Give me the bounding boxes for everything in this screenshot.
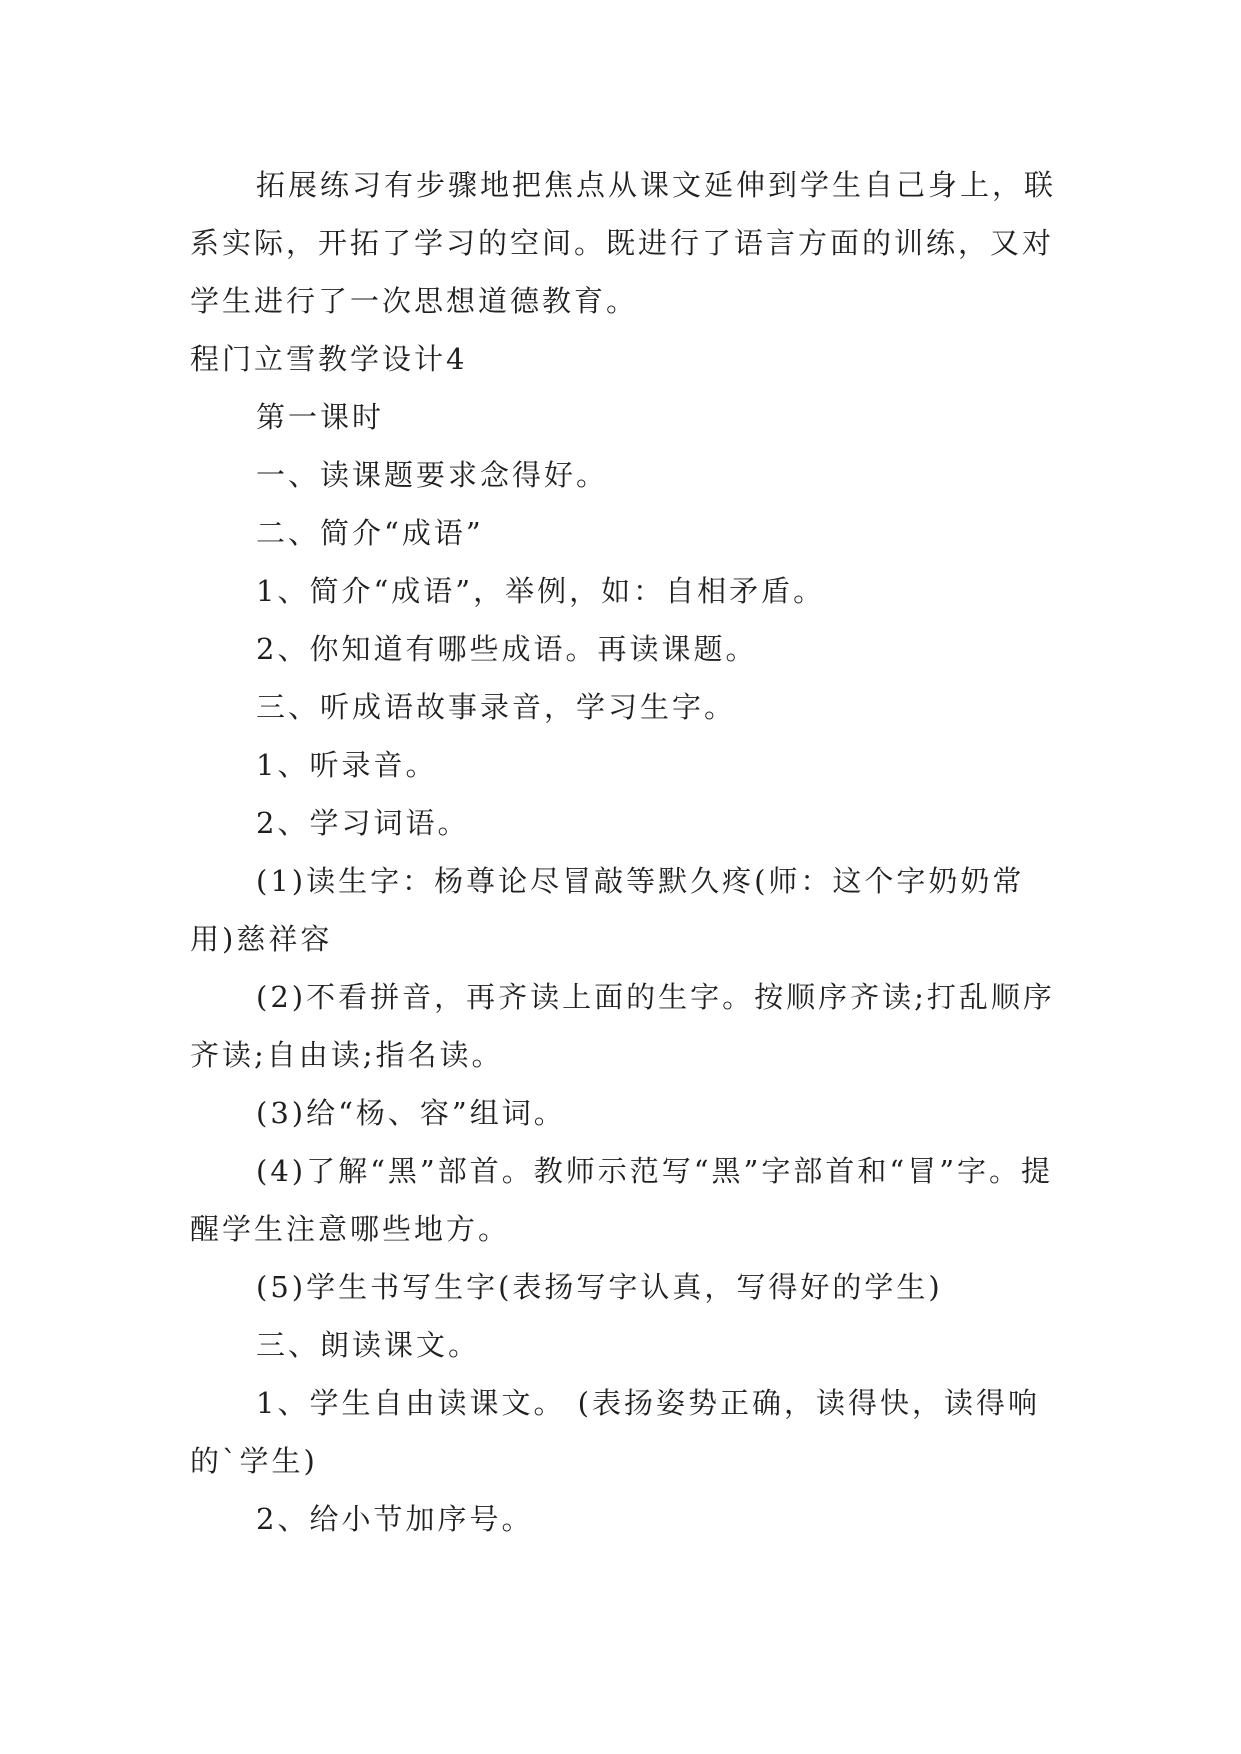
sub-item-2: (2)不看拼音，再齐读上面的生字。按顺序齐读;打乱顺序齐读;自由读;指名读。	[190, 980, 1055, 1072]
sub-item-5: (5)学生书写生字(表扬写字认真，写得好的学生)	[256, 1270, 943, 1304]
section-heading: 程门立雪教学设计4	[190, 342, 468, 376]
step-read-text: 三、朗读课文。	[256, 1328, 481, 1362]
step-two-item-2: 2、你知道有哪些成语。再读课题。	[256, 632, 758, 666]
step-three-item-2: 2、学习词语。	[256, 806, 470, 840]
step-three-item-1: 1、听录音。	[256, 748, 438, 782]
step-one: 一、读课题要求念得好。	[256, 458, 609, 492]
paragraph-summary: 拓展练习有步骤地把焦点从课文延伸到学生自己身上，联系实际，开拓了学习的空间。既进行了语言方面的训练，又对学生进行了一次思想道德教育。	[190, 168, 1057, 318]
sub-item-1: (1)读生字：杨尊论尽冒敲等默久疼(师：这个字奶奶常用)慈祥容	[190, 864, 1025, 956]
lesson-period: 第一课时	[256, 400, 385, 434]
step-three: 三、听成语故事录音，学习生字。	[256, 690, 737, 724]
read-text-item-2: 2、给小节加序号。	[256, 1502, 534, 1536]
document-body	[190, 156, 1070, 1548]
sub-item-4: (4)了解“黑”部首。教师示范写“黑”字部首和“冒”字。提醒学生注意哪些地方。	[190, 1154, 1054, 1246]
read-text-item-1: 1、学生自由读课文。 (表扬姿势正确，读得快，读得响的`学生)	[190, 1386, 1040, 1478]
step-two-item-1: 1、简介“成语”，举例，如：自相矛盾。	[256, 574, 826, 608]
step-two: 二、简介“成语”	[256, 516, 484, 550]
sub-item-3: (3)给“杨、容”组词。	[256, 1096, 566, 1130]
